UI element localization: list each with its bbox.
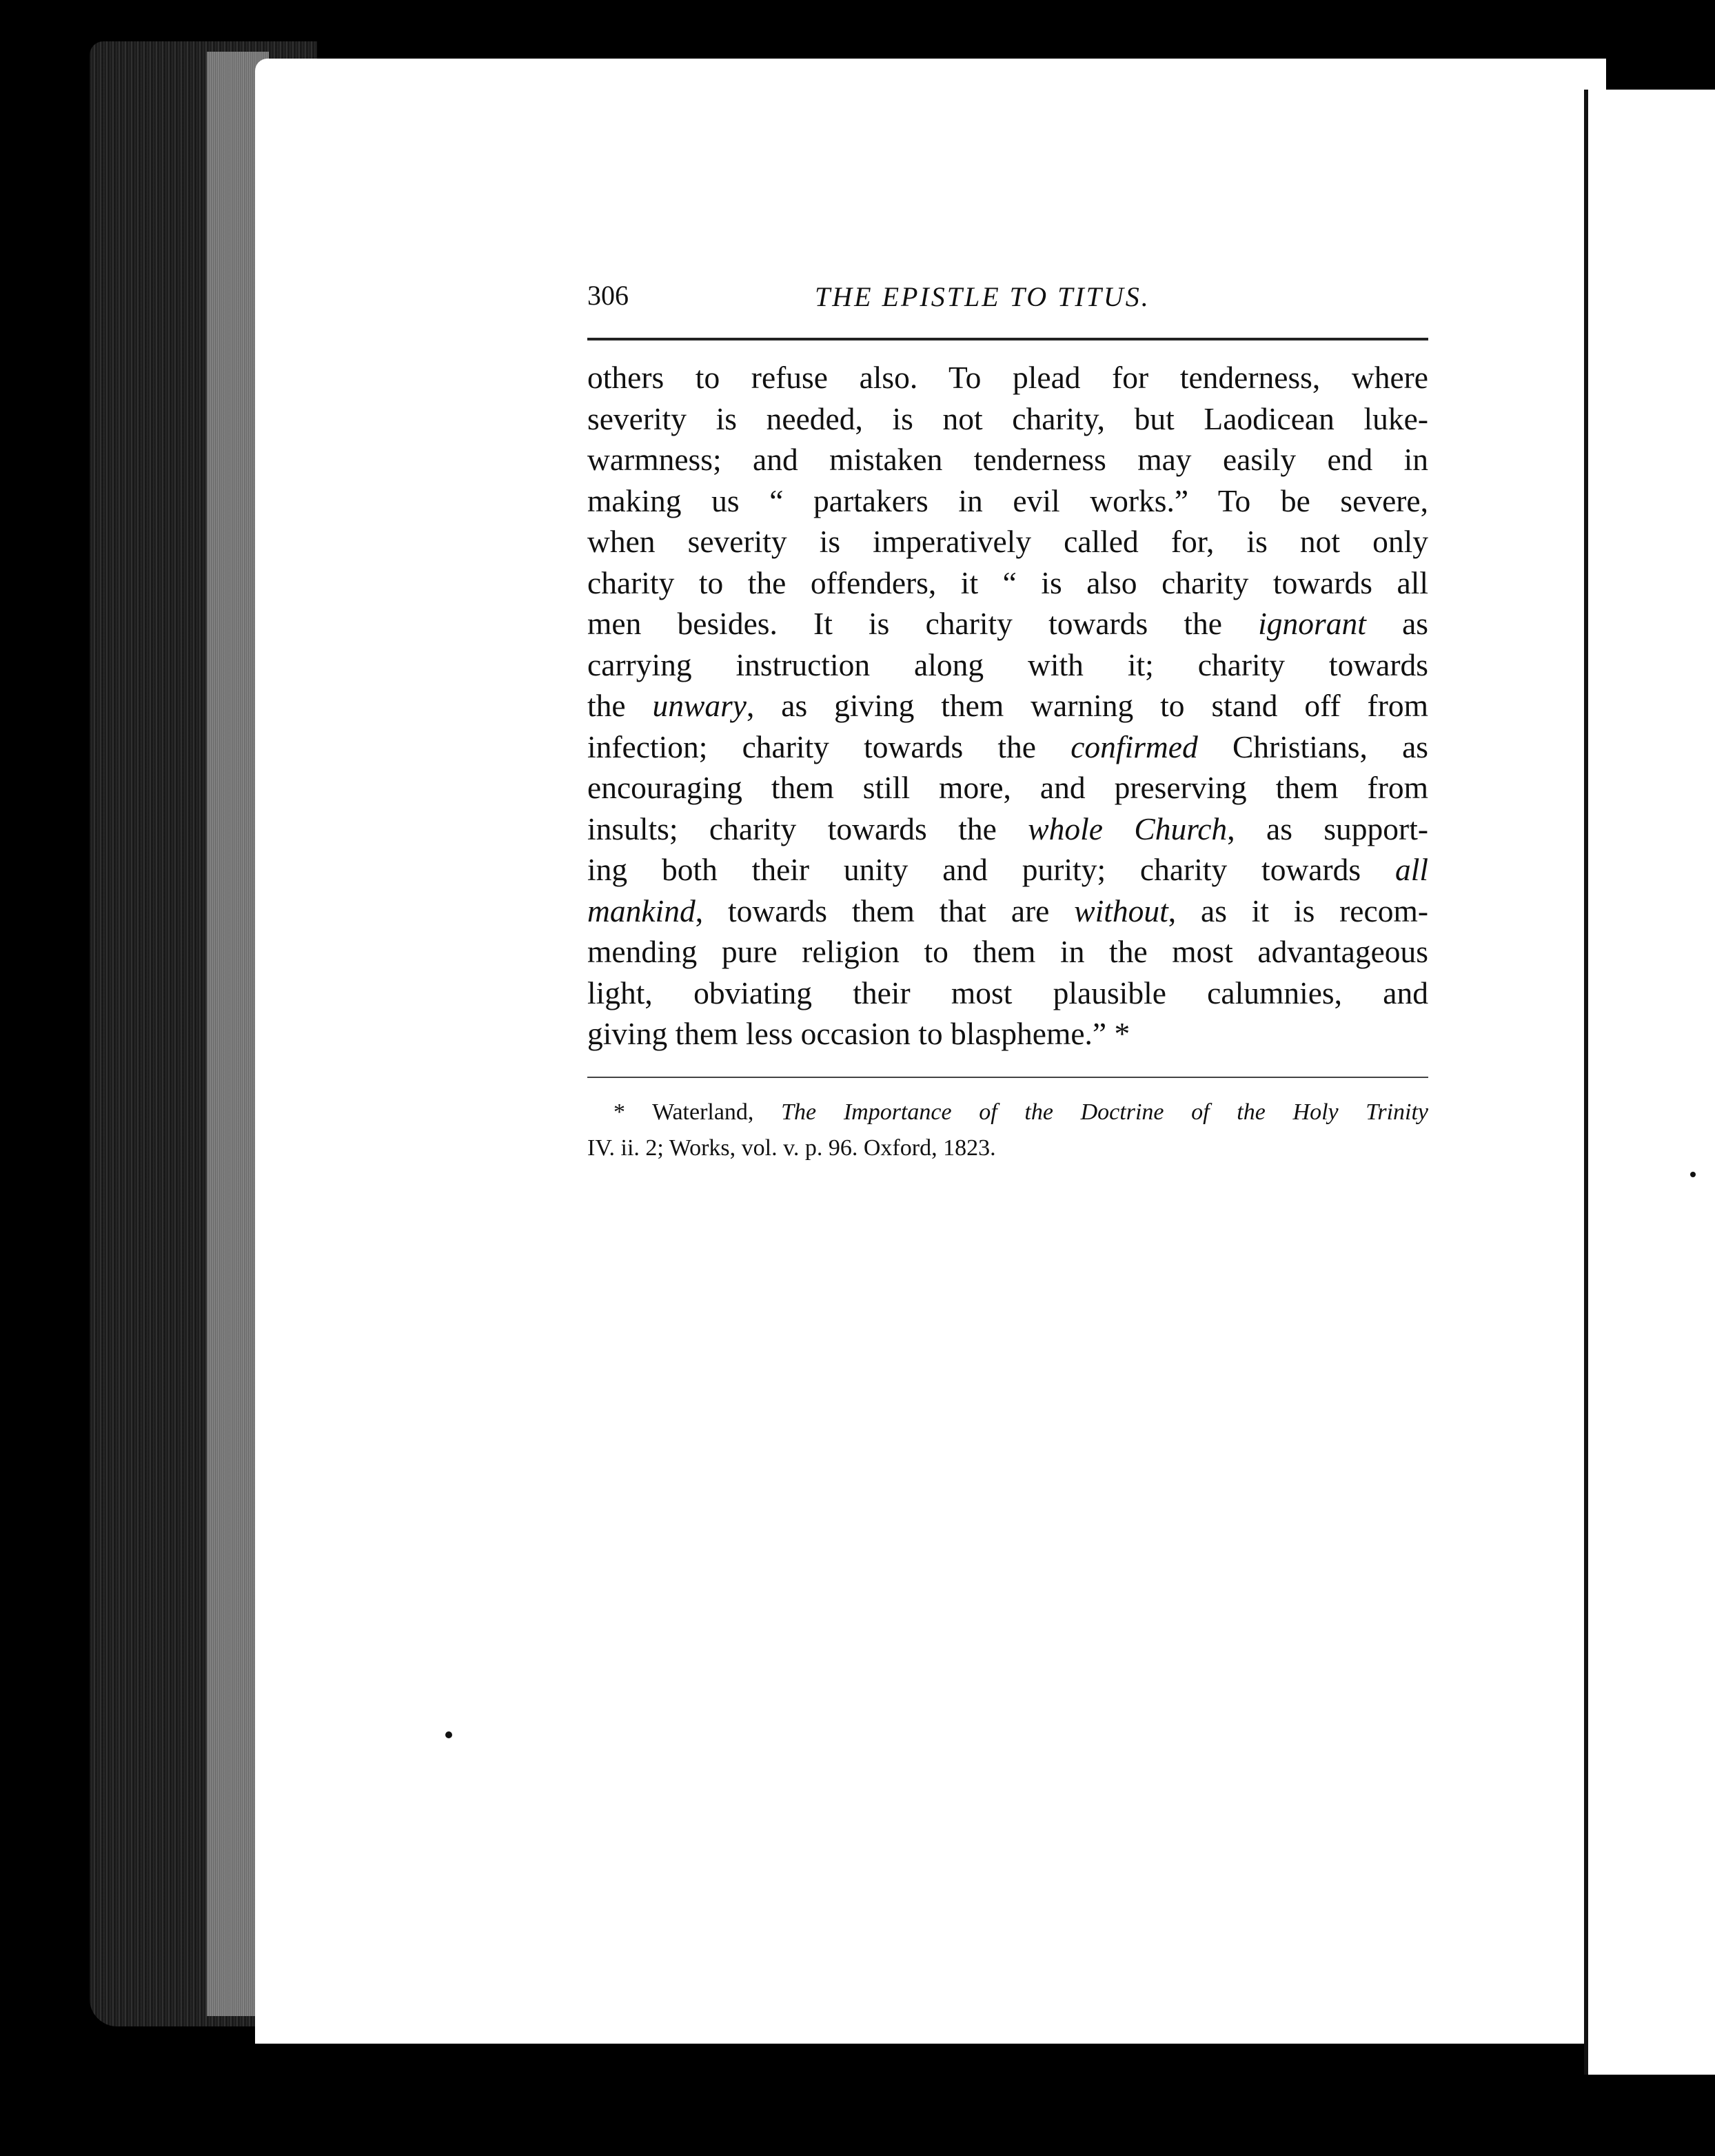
footnote-rule: [587, 1077, 1428, 1078]
scan-speck: [1690, 1172, 1696, 1177]
body-line: when severity is imperatively called for, is not only: [587, 524, 1428, 559]
footnote-marker: *: [613, 1099, 625, 1125]
body-line: mending pure religion to them in the most advantageous: [587, 934, 1428, 969]
page-number: 306: [587, 280, 629, 311]
body-line: encouraging them still more, and preserving them from: [587, 770, 1428, 805]
body-line: mankind, towards them that are without, as it is recom-: [587, 893, 1428, 928]
body-line: insults; charity towards the whole Church, as support-: [587, 811, 1429, 846]
header-rule: [587, 338, 1428, 340]
body-line: warmness; and mistaken tenderness may easily end in: [587, 442, 1428, 477]
body-line: carrying instruction along with it; charity towards: [587, 647, 1428, 682]
facing-page-edge: [1584, 90, 1715, 2075]
body-line: others to refuse also. To plead for tenderness, where: [587, 360, 1428, 395]
body-line: making us “ partakers in evil works.” To be severe,: [587, 482, 1428, 518]
footnote-work-title: The Importance of the Doctrine of the Holy Trinity: [781, 1099, 1428, 1125]
footnote-line-1: [587, 1095, 1428, 1130]
scan-speck: [445, 1731, 452, 1738]
footnote-reference: IV. ii. 2; Works, vol. v. p. 96. Oxford, 1823.: [587, 1135, 996, 1161]
running-title: THE EPISTLE TO TITUS.: [815, 281, 1150, 312]
body-line: light, obviating their most plausible calumnies, and: [587, 975, 1428, 1010]
running-head: [587, 279, 1428, 327]
body-line: giving them less occasion to blaspheme.” *: [587, 1016, 1130, 1051]
body-line: men besides. It is charity towards the ignorant as: [587, 606, 1429, 641]
body-line: the unwary, as giving them warning to stand off from: [587, 688, 1428, 723]
body-line: charity to the offenders, it “ is also charity towards all: [587, 565, 1428, 600]
body-line: severity is needed, is not charity, but Laodicean luke-: [587, 400, 1428, 436]
body-line: ing both their unity and purity; charity towards all: [587, 852, 1428, 887]
footnote: [587, 1095, 1428, 1166]
body-text: [587, 357, 1428, 1055]
body-line: infection; charity towards the confirmed Christians, as: [587, 729, 1428, 764]
footnote-author: Waterland,: [652, 1099, 754, 1125]
